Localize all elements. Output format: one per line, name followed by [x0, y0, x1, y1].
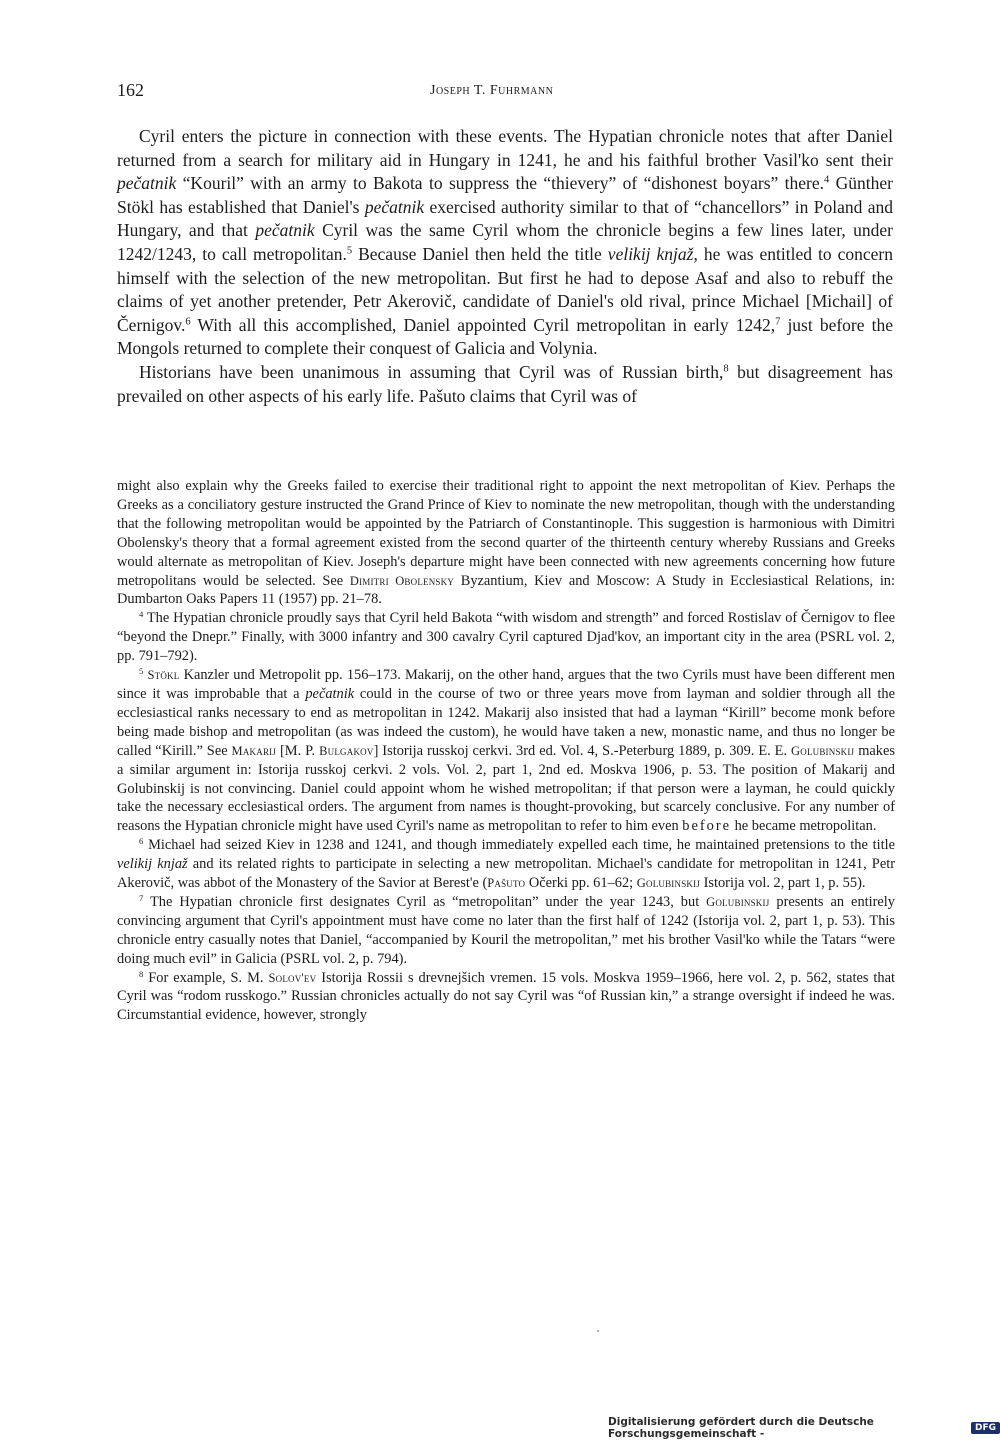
author-name: Solov'ev: [268, 970, 317, 985]
dfg-logo: DFG: [971, 1422, 1000, 1434]
footnote-7: [117, 893, 895, 969]
text-run: could in the course of two or three years move from layman and soldier through all the ecclesiastical ranks necessary to end as metropolitan in 1242. Makarij also insisted that had a layman “Kirill” become monk before being made bishop and metropolitan (as was indeed the custom), he would have taken a new, monastic name, and thus no longer be called “Kirill.” See: [117, 685, 895, 759]
author-last-name: Fuhrmann: [489, 83, 554, 98]
page-number: 162: [117, 80, 144, 100]
author-name: Golubinskij: [791, 743, 855, 758]
author-name: Pašuto: [487, 876, 526, 891]
italic-term: pečatnik: [305, 685, 355, 702]
main-text: [117, 125, 893, 408]
italic-term: velikij knjaž: [607, 243, 694, 264]
body-paragraph-2: [117, 361, 893, 408]
author-name: Golubinskij: [636, 876, 700, 891]
author-name: Dimitri Obolensky: [349, 573, 455, 588]
text-run: Historians have been unanimous in assuming that Cyril was of Russian birth,: [139, 361, 724, 382]
text-run: presents an entirely convincing argument that Cyril's appointment must have come no later than the first half of 1242 (Istorija vol. 2, part 1, p. 53). This chronicle entry casually notes that Daniel, “accompanied by Kouril the metropolitan,” met his brother Vasil'ko while the Tatars “were doing much evil” in Galicia (PSRL vol. 2, p. 794).: [117, 893, 896, 967]
author-initial: T.: [470, 83, 490, 98]
funding-note: Digitalisierung gefördert durch die Deutsche Forschungsgemeinschaft -: [608, 1416, 874, 1440]
author-name: Golubinskij: [706, 894, 770, 909]
text-run: Because Daniel then held the title: [352, 243, 608, 264]
footnote-marker: 8: [139, 968, 144, 979]
italic-term: pečatnik: [117, 173, 177, 194]
text-run: makes a similar argument in: Istorija russkoj cerkvi. 2 vols. Vol. 2, part 1, 2nd ed. Moskva 1906, p. 53. The position of Makarij and Golubinskij is not convincing. Daniel could appoint whom he wished metropolitan; if that person were a layman, he could quickly take the necessary ecclesiastical orders. The argument from names is thought-provoking, but scarcely conclusive. For any number of reasons the Hypatian chronicle might have used Cyril's name as metropolitan to refer to him even: [117, 742, 895, 835]
italic-term: pečatnik: [364, 196, 425, 217]
text-run: , he was entitled to concern himself with the selection of the new metropolitan. But first he had to depose Asaf and also to rebuff the claims of yet another pretender, Petr Akerovič, candidate of Daniel's old rival, prince Michael [Michail] of Černigov.: [117, 243, 893, 335]
text-run: and its related rights to participate in selecting a new metropolitan. Michael's candidate for metropolitan in 1241, Petr Akerovič, was abbot of the Monastery of the Savior at Berest'e (: [117, 856, 895, 892]
footnote-ref-6[interactable]: 6: [185, 316, 191, 328]
funding-footer: [608, 1416, 1000, 1440]
text-run: Byzantium, Kiev and Moscow: A Study in Ecclesiastical Relations, in: Dumbarton Oaks Papers 11 (1957) pp. 21–78.: [117, 572, 896, 608]
text-run: “Kouril” with an army to Bakota to suppress the “thievery” of “dishonest boyars” there.: [176, 173, 825, 194]
text-run: The Hypatian chronicle proudly says that Cyril held Bakota “with wisdom and strength” and forced Rostislav of Černigov to flee “beyond the Dnepr.” Finally, with 3000 infantry and 300 cavalry Cyril captured Djad'kov, an important city in the area (PSRL vol. 2, pp. 791–792).: [117, 610, 895, 665]
text-run: Istorija vol. 2, part 1, p. 55).: [700, 875, 866, 892]
scan-dot: [597, 1330, 599, 1332]
text-run: Günther Stökl has established that Daniel's: [117, 173, 893, 217]
footnote-continuation: [117, 477, 895, 609]
footnote-marker: 6: [139, 836, 144, 847]
footnote-4: [117, 609, 895, 666]
footnote-ref-8[interactable]: 8: [723, 363, 729, 375]
text-run: but disagreement has prevailed on other aspects of his early life. Pašuto claims that Cyril was of: [117, 361, 893, 406]
text-run: Michael had seized Kiev in 1238 and 1241, and though immediately expelled each time, he maintained pretensions to the title: [143, 837, 895, 854]
text-run: Cyril was the same Cyril whom the chronicle begins a few lines later, under 1242/1243, to call metropolitan.: [117, 220, 893, 264]
text-run: For example, S. M.: [143, 969, 269, 986]
text-run: The Hypatian chronicle first designates Cyril as “metropolitan” under the year 1243, but: [143, 893, 707, 910]
text-run: Cyril enters the picture in connection with these events. The Hypatian chronicle notes that after Daniel returned from a search for military aid in Hungary in 1241, he and his faithful brother Vasil'ko sent their: [117, 126, 893, 170]
footnote-ref-7[interactable]: 7: [775, 316, 781, 328]
italic-term: velikij knjaž: [117, 856, 188, 873]
footnote-6: [117, 836, 895, 893]
author-name: Makarij: [231, 743, 277, 758]
text-run: just before the Mongols returned to complete their conquest of Galicia and Volynia.: [117, 314, 893, 359]
text-run: Istorija Rossii s drevnejšich vremen. 15 vols. Moskva 1959–1966, here vol. 2, p. 562, states that Cyril was “rodom russkogo.” Russian chronicles actually do not say Cyril was “of Russian kin,” a strange oversight if indeed he was. Circumstantial evidence, however, strongly: [117, 969, 895, 1024]
footnote-marker: 4: [139, 609, 144, 620]
text-run: ] Istorija russkoj cerkvi. 3rd ed. Vol. 4, S.-Peterburg 1889, p. 309. E. E.: [373, 742, 792, 759]
footnote-ref-4[interactable]: 4: [824, 174, 830, 186]
footnote-8: [117, 969, 895, 1026]
text-run: Očerki pp. 61–62;: [525, 875, 637, 892]
spaced-emphasis: before: [682, 818, 732, 835]
text-run: With all this accomplished, Daniel appointed Cyril metropolitan in early 1242,: [190, 314, 776, 335]
text-run: exercised authority similar to that of “chancellors” in Poland and Hungary, and that: [117, 196, 893, 241]
body-paragraph-1: [117, 125, 893, 361]
footnote-marker: 7: [139, 892, 144, 903]
text-run: he became metropolitan.: [731, 818, 877, 835]
footnote-marker: 5: [139, 665, 144, 676]
text-run: [M. P.: [276, 742, 320, 759]
running-head: [430, 83, 553, 99]
text-run: Kanzler und Metropolit pp. 156–173. Makarij, on the other hand, argues that the two Cyrils must have been different men since it was improbable that a: [117, 667, 895, 702]
italic-term: pečatnik: [255, 220, 315, 241]
text-run: might also explain why the Greeks failed to exercise their traditional right to appoint the next metropolitan of Kiev. Perhaps the Greeks as a conciliatory gesture instructed the Grand Prince of Kiev to nominate the new metropolitan, though with the understanding that the following metropolitan would be appointed by the Patriarch of Constantinople. This suggestion is harmonious with Dimitri Obolensky's theory that a formal agreement existed from the second quarter of the thirteenth century whereby Russians and Greeks would alternate as metropolitan of Kiev. Joseph's departure might have been connected with new agreements concerning how future metropolitans would be selected. See: [117, 478, 895, 589]
author-name: Bulgakov: [319, 743, 374, 758]
footnotes: [117, 477, 895, 1025]
footnote-5: [117, 666, 895, 836]
footnote-ref-5[interactable]: 5: [346, 245, 353, 257]
author-name: Stökl: [147, 668, 180, 683]
author-first-name: Joseph: [430, 83, 471, 98]
